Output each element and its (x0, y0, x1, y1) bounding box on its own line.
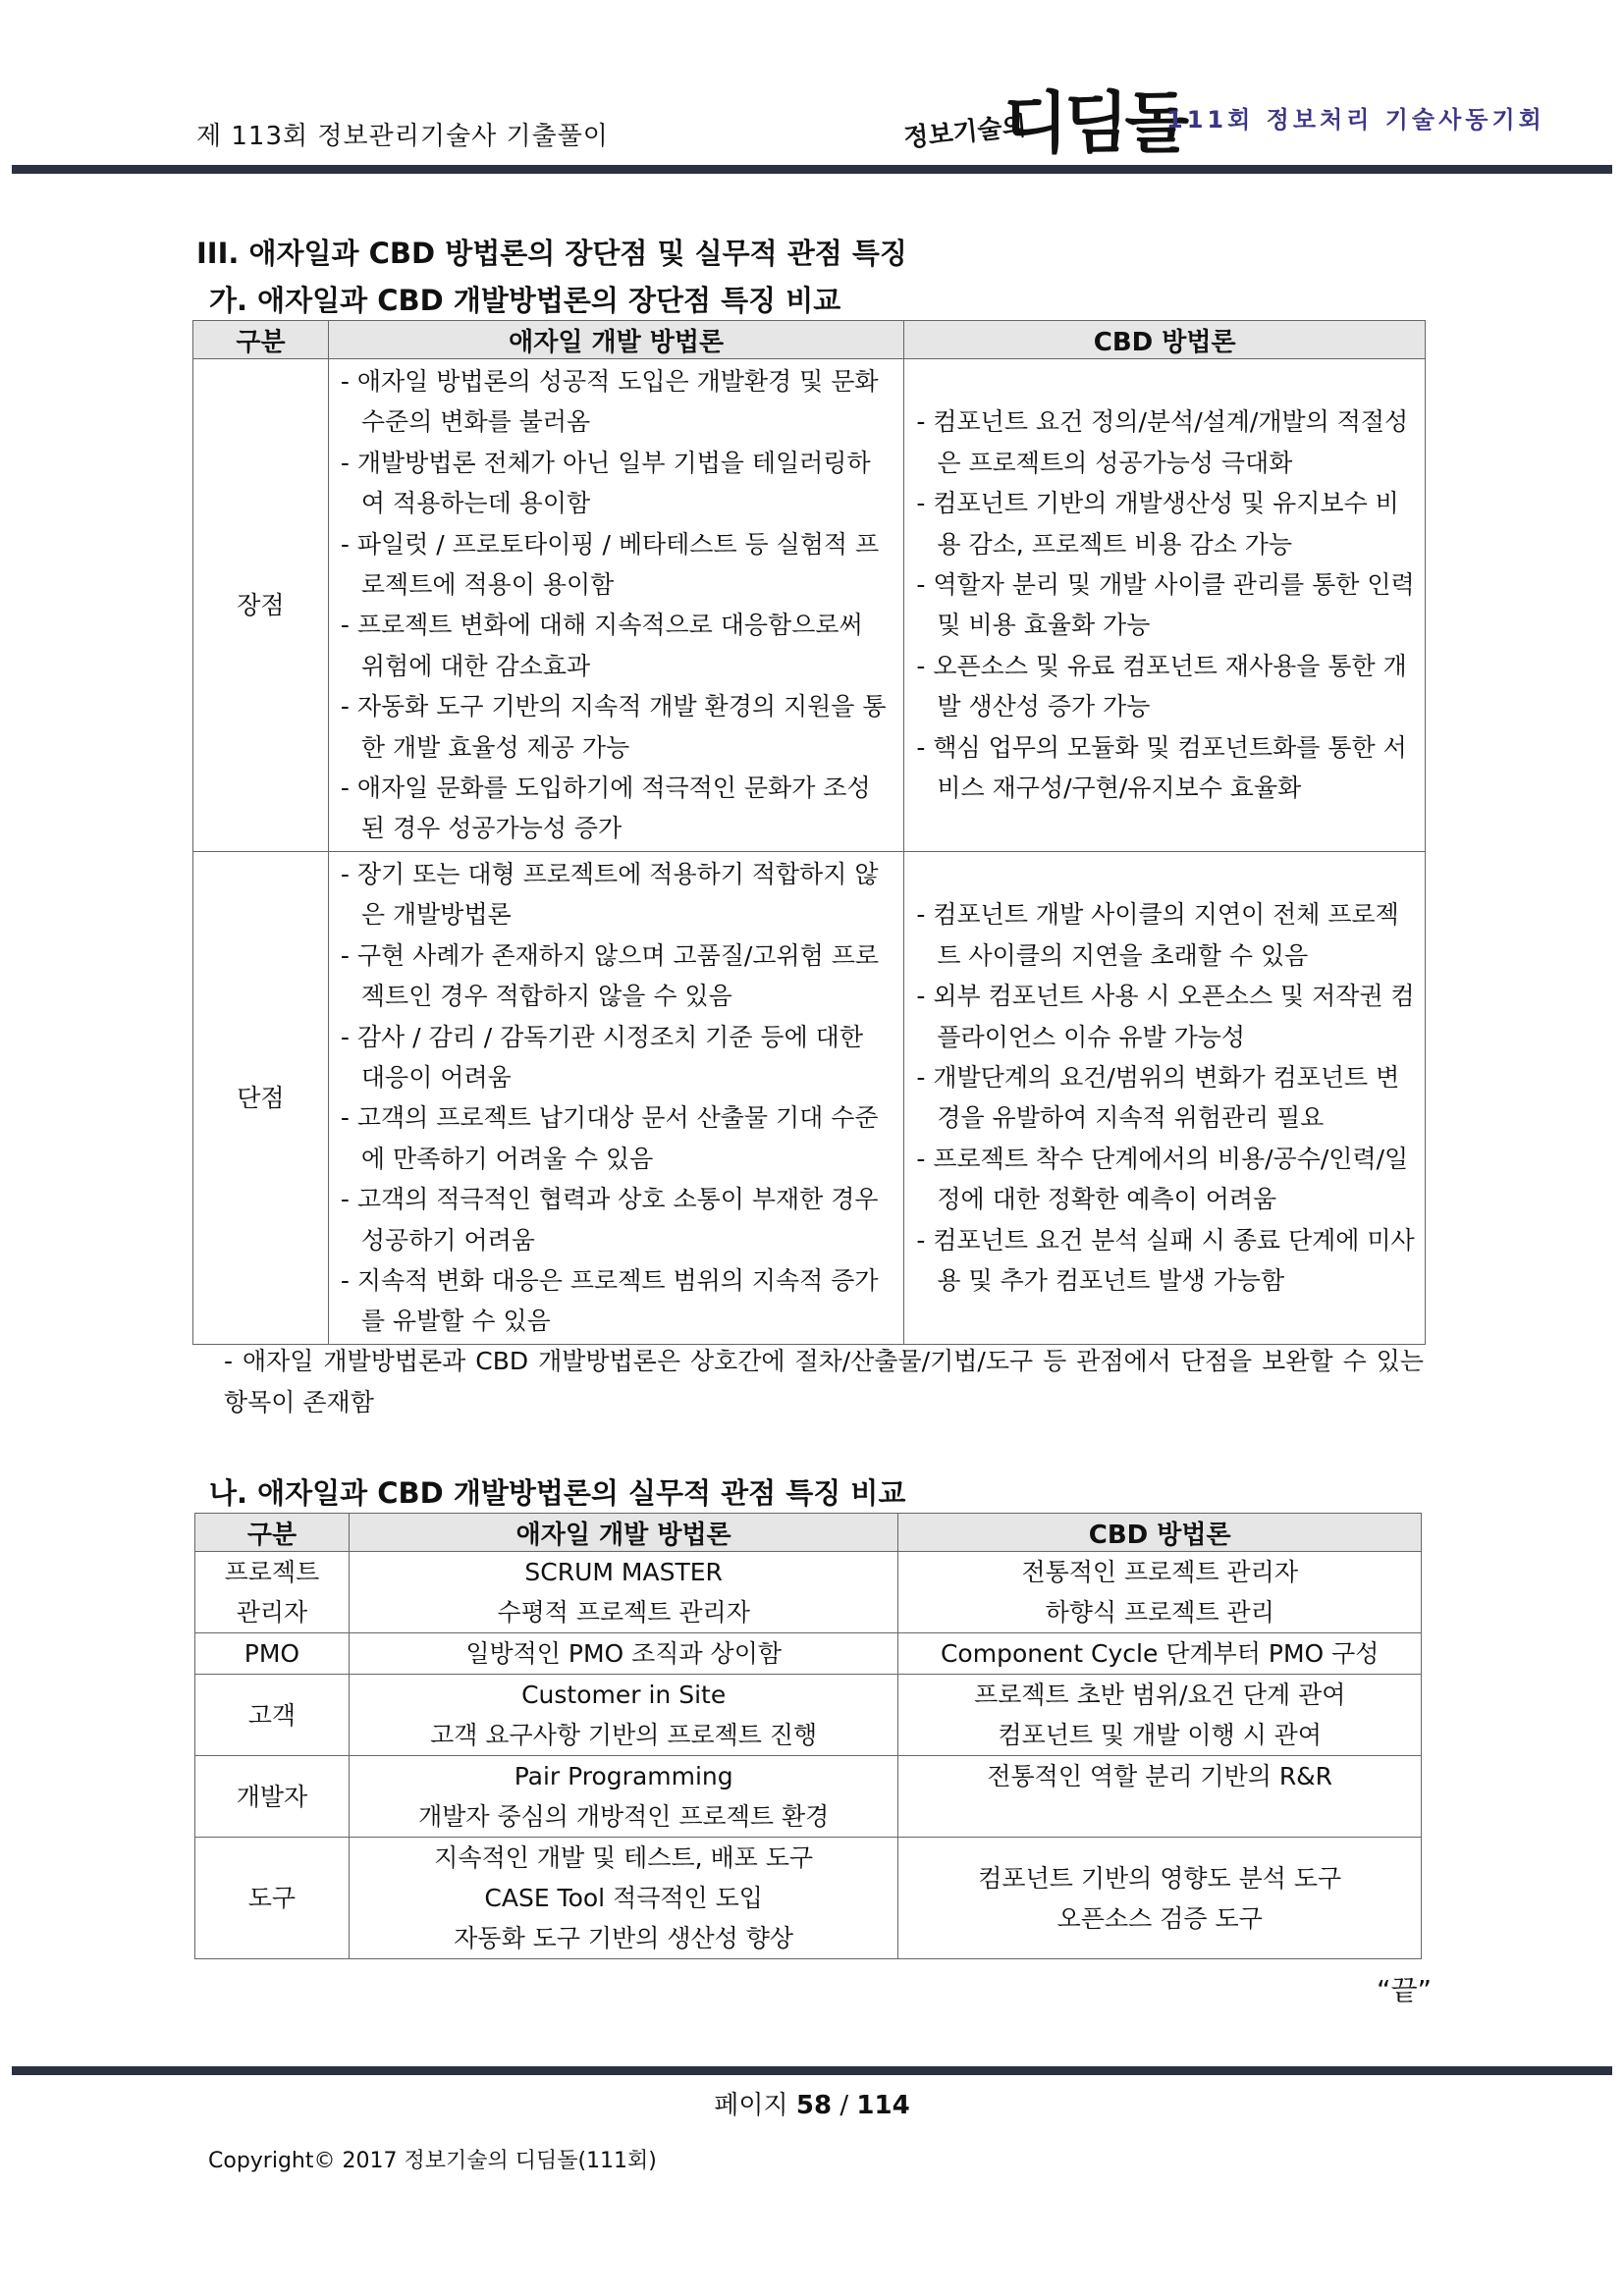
row-category (195, 1552, 350, 1633)
cell-line: CASE Tool 적극적인 도입 (484, 1884, 763, 1912)
table-row (193, 359, 1426, 852)
pros-cons-table (192, 320, 1426, 1345)
list-item: - 구현 사례가 존재하지 않으며 고품질/고위험 프로젝트인 경우 적합하지 않을 수 있음 (340, 940, 880, 1011)
cell-line: Pair Programming (514, 1762, 733, 1790)
end-mark: “끝” (1377, 1974, 1433, 2006)
logo (902, 61, 1545, 169)
header-title: 제 113회 정보관리기술사 기출풀이 (196, 122, 609, 151)
logo-sub-text: 111회 정보처리 기술사동기회 (1166, 106, 1545, 133)
header-divider (12, 165, 1612, 174)
cell-line: 개발자 중심의 개방적인 프로젝트 환경 (418, 1802, 830, 1831)
cell-line: 일방적인 PMO 조직과 상이함 (465, 1639, 782, 1668)
list-item: - 자동화 도구 기반의 지속적 개발 환경의 지원을 통한 개발 효율성 제공 가능 (340, 692, 887, 762)
table-header-cell: 애자일 개발 방법론 (349, 1514, 898, 1552)
cell-line: SCRUM MASTER (524, 1558, 723, 1586)
agile-pros-cell (328, 359, 904, 852)
agile-cons-cell (328, 851, 904, 1344)
row-category: 단점 (193, 851, 329, 1344)
cell-line: Customer in Site (521, 1681, 727, 1709)
list-item: - 고객의 적극적인 협력과 상호 소통이 부재한 경우 성공하기 어려움 (340, 1185, 879, 1255)
cell-line: Component Cycle 단계부터 PMO 구성 (940, 1639, 1380, 1668)
table-row (195, 1756, 1422, 1838)
table-header-cell: 구분 (195, 1514, 350, 1552)
cell-line: 관리자 (236, 1598, 308, 1627)
cbd-cell (898, 1838, 1422, 1959)
section-heading: III. 애자일과 CBD 방법론의 장단점 및 실무적 관점 특징 (196, 237, 907, 270)
list-item: - 애자일 방법론의 성공적 도입은 개발환경 및 문화 수준의 변화를 불러옴 (340, 367, 879, 437)
table-row (195, 1838, 1422, 1959)
practical-comparison-table (194, 1513, 1422, 1959)
cell-line: 자동화 도구 기반의 생산성 향상 (454, 1924, 794, 1952)
table-row (195, 1633, 1422, 1675)
list-item: - 지속적 변화 대응은 프로젝트 범위의 지속적 증가를 유발할 수 있음 (340, 1265, 879, 1336)
logo-big-text: 디딤돌 (1003, 84, 1186, 163)
page-number (0, 2085, 1624, 2121)
list-item: - 개발방법론 전체가 아닌 일부 기법을 테일러링하여 적용하는데 용이함 (340, 448, 871, 518)
cell-line: 하향식 프로젝트 관리 (1045, 1598, 1274, 1627)
row-category (195, 1756, 350, 1838)
list-item: - 오픈소스 및 유료 컴포넌트 재사용을 통한 개발 생산성 증가 가능 (916, 651, 1407, 721)
agile-cell (349, 1838, 898, 1959)
subsection-a-heading: 가. 애자일과 CBD 개발방법론의 장단점 특징 비교 (209, 284, 841, 317)
page-total: 114 (856, 2091, 910, 2120)
list-item: - 고객의 프로젝트 납기대상 문서 산출물 기대 수준에 만족하기 어려울 수 있음 (340, 1103, 879, 1173)
cell-line: 프로젝트 초반 범위/요건 단계 관여 (974, 1681, 1346, 1709)
table-row (195, 1675, 1422, 1756)
cell-line: 고객 요구사항 기반의 프로젝트 진행 (430, 1721, 818, 1749)
cell-line: 전통적인 프로젝트 관리자 (1021, 1558, 1298, 1586)
agile-cell (349, 1675, 898, 1756)
list-item: - 핵심 업무의 모듈화 및 컴포넌트화를 통한 서비스 재구성/구현/유지보수 효율화 (916, 732, 1407, 803)
list-item: - 컴포넌트 기반의 개발생산성 및 유지보수 비용 감소, 프로젝트 비용 감소 가능 (916, 489, 1399, 559)
table-header-cell: 구분 (193, 321, 329, 359)
list-item: - 컴포넌트 요건 정의/분석/설계/개발의 적절성은 프로젝트의 성공가능성 극대화 (916, 407, 1409, 477)
list-item: - 프로젝트 착수 단계에서의 비용/공수/인력/일정에 대한 정확한 예측이 어려움 (916, 1144, 1409, 1214)
cell-line: 컴포넌트 기반의 영향도 분석 도구 (978, 1863, 1342, 1893)
cell-line (904, 1796, 1415, 1837)
page-label: 페이지 (714, 2091, 788, 2120)
list-item: - 컴포넌트 요건 분석 실패 시 종료 단계에 미사용 및 추가 컴포넌트 발생 가능함 (916, 1225, 1415, 1295)
list-item: - 장기 또는 대형 프로젝트에 적용하기 적합하지 않은 개발방법론 (340, 859, 879, 930)
footer-divider (12, 2066, 1612, 2075)
cell-line: 프로젝트 (224, 1558, 320, 1586)
list-item: - 감사 / 감리 / 감독기관 시정조치 기준 등에 대한 대응이 어려움 (340, 1022, 863, 1092)
cbd-cell (898, 1756, 1422, 1838)
cell-line: 오픈소스 검증 도구 (1056, 1903, 1263, 1933)
cbd-pros-cell (904, 359, 1426, 852)
cell-line: 컴포넌트 및 개발 이행 시 관여 (998, 1721, 1322, 1749)
list-item: - 프로젝트 변화에 대해 지속적으로 대응함으로써 위험에 대한 감소효과 (340, 611, 863, 680)
list-item: - 역할자 분리 및 개발 사이클 관리를 통한 인력 및 비용 효율화 가능 (916, 570, 1415, 640)
row-category (195, 1675, 350, 1756)
list-item: - 파일럿 / 프로토타이핑 / 베타테스트 등 실험적 프로젝트에 적용이 용이함 (340, 529, 880, 600)
agile-cell (349, 1756, 898, 1838)
table-header-row (195, 1514, 1422, 1552)
logo-small-text: 정보기술의 (902, 111, 1029, 154)
list-item: - 외부 컴포넌트 사용 시 오픈소스 및 저작권 컴플라이언스 이슈 유발 가능성 (916, 982, 1415, 1051)
table-row (195, 1552, 1422, 1633)
agile-cell (349, 1552, 898, 1633)
agile-cell (349, 1633, 898, 1675)
cell-line: 지속적인 개발 및 테스트, 배포 도구 (434, 1843, 814, 1872)
cell-line: 도구 (247, 1884, 297, 1912)
comparison-note: - 애자일 개발방법론과 CBD 개발방법론은 상호간에 절차/산출물/기법/도구 등 관점에서 단점을 보완할 수 있는 항목이 존재함 (224, 1347, 1424, 1416)
table-header-cell: 애자일 개발 방법론 (328, 321, 904, 359)
cell-line: 수평적 프로젝트 관리자 (497, 1598, 750, 1627)
list-item: - 개발단계의 요건/범위의 변화가 컴포넌트 변경을 유발하여 지속적 위험관리 필요 (916, 1062, 1400, 1133)
table-header-cell: CBD 방법론 (898, 1514, 1422, 1552)
list-item: - 애자일 문화를 도입하기에 적극적인 문화가 조성된 경우 성공가능성 증가 (340, 774, 871, 843)
cbd-cons-cell (904, 851, 1426, 1344)
page-current: 58 (795, 2091, 833, 2120)
cell-line: 개발자 (236, 1782, 308, 1811)
copyright: Copyright© 2017 정보기술의 디딤돌(111회) (208, 2149, 657, 2173)
row-category: 장점 (193, 359, 329, 852)
cbd-cell (898, 1552, 1422, 1633)
cbd-cell (898, 1633, 1422, 1675)
page-separator: / (839, 2091, 849, 2120)
table-header-cell: CBD 방법론 (904, 321, 1426, 359)
subsection-b-heading: 나. 애자일과 CBD 개발방법론의 실무적 관점 특징 비교 (209, 1476, 906, 1510)
list-item: - 컴포넌트 개발 사이클의 지연이 전체 프로젝트 사이클의 지연을 초래할 수 있음 (916, 900, 1399, 970)
cell-line: 전통적인 역할 분리 기반의 R&R (987, 1762, 1333, 1790)
row-category (195, 1838, 350, 1959)
cell-line: 고객 (247, 1700, 297, 1730)
table-header-row (193, 321, 1426, 359)
row-category (195, 1633, 350, 1675)
cbd-cell (898, 1675, 1422, 1756)
table-row (193, 851, 1426, 1344)
cell-line: PMO (244, 1639, 300, 1668)
